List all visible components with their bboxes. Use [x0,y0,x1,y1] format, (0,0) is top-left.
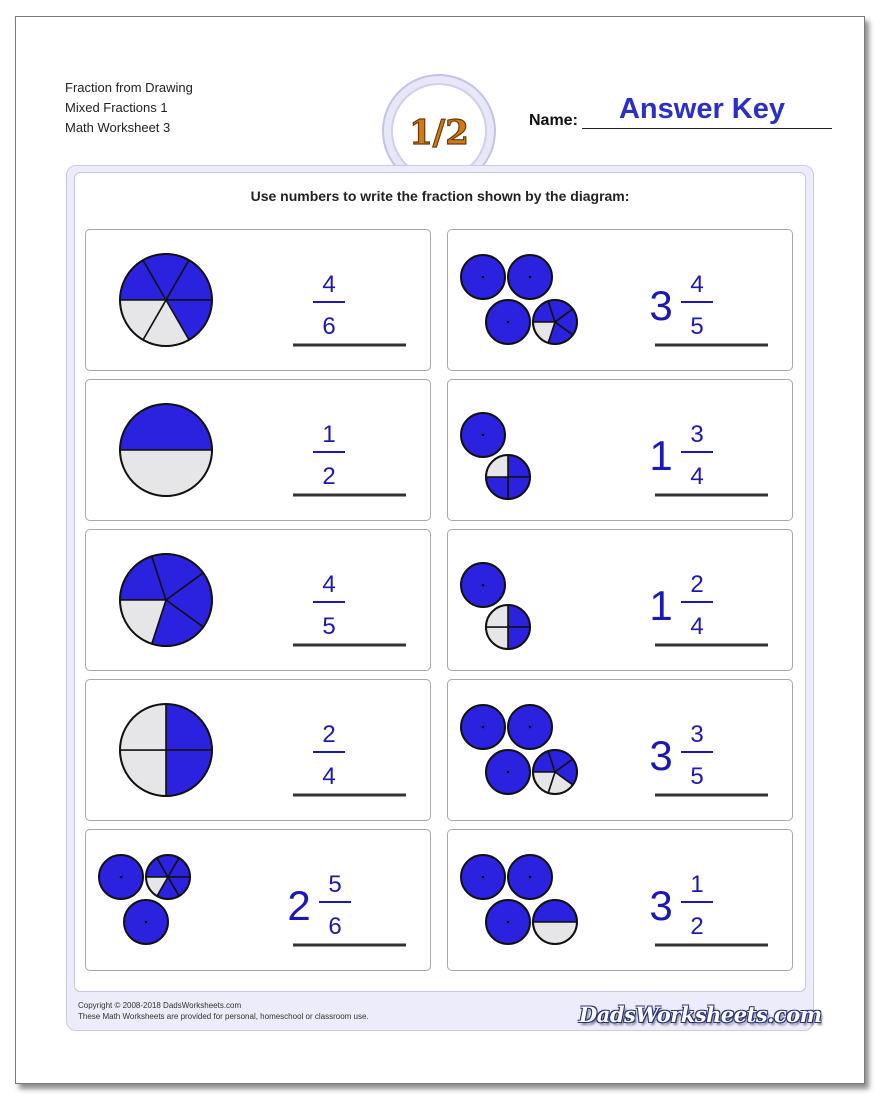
problem-diagram [448,380,792,520]
circle-center-dot [482,584,485,587]
answer-denominator: 6 [328,913,342,940]
problem-diagram [448,830,792,970]
fraction-circle [486,455,530,499]
answer-denominator: 5 [322,613,336,640]
answer-whole-number: 1 [649,582,673,629]
problem-cell [85,679,431,821]
worksheet-meta [65,78,193,138]
answer-denominator: 2 [322,463,336,490]
circle-center-dot [482,434,485,437]
circle-center-dot [507,771,510,774]
meta-title: Fraction from Drawing [65,80,193,95]
unshaded-slice [533,922,577,944]
answer-denominator: 5 [690,313,704,340]
problem-cell [447,529,793,671]
problem-frame [66,165,822,1031]
problem-diagram [448,530,792,670]
shaded-slice [120,404,212,450]
problem-cell [85,379,431,521]
fraction-circle [120,704,212,796]
problem-diagram [86,230,430,370]
circle-center-dot [482,276,485,279]
answer-whole-number: 2 [287,882,311,929]
answer-numerator: 3 [690,721,704,748]
circle-center-dot [145,921,148,924]
brand-logo: DadsWorksheets.com [579,1002,822,1027]
answer-whole-number: 3 [649,282,673,329]
answer-numerator: 4 [690,271,704,298]
answer-whole-number: 3 [649,882,673,929]
problem-diagram [86,830,430,970]
problem-cell [447,229,793,371]
problem-diagram [86,680,430,820]
usage-notice: These Math Worksheets are provided for personal, homeschool or classroom use. [78,1012,369,1021]
answer-numerator: 2 [690,571,704,598]
answer-denominator: 4 [690,613,704,640]
fraction-circle [533,750,577,794]
problem-diagram [86,530,430,670]
shaded-slice [533,900,577,922]
circle-center-dot [529,726,532,729]
instruction-text: Use numbers to write the fraction shown by the diagram: [250,188,630,204]
fraction-circle [146,855,190,899]
answer-key-text: Answer Key [618,93,785,125]
answer-numerator: 1 [322,421,336,448]
answer-whole-number: 3 [649,732,673,779]
copyright-text: Copyright © 2008-2018 DadsWorksheets.com [78,1001,242,1010]
footer-copyright [78,1000,369,1022]
fraction-circle [486,605,530,649]
problem-cell [447,679,793,821]
meta-subtitle: Mixed Fractions 1 [65,100,168,115]
answer-denominator: 2 [690,913,704,940]
fraction-circle [120,404,212,496]
answer-denominator: 4 [690,463,704,490]
problem-cell [85,829,431,971]
problem-diagram [448,230,792,370]
circle-center-dot [529,276,532,279]
problem-diagram [86,380,430,520]
circle-center-dot [507,921,510,924]
logo-glyph: 1/2 [409,113,469,153]
circle-center-dot [482,876,485,879]
problem-diagram [448,680,792,820]
name-label: Name: [529,112,578,129]
fraction-circle [120,254,212,346]
unshaded-slice [120,450,212,496]
problem-cell [447,829,793,971]
answer-denominator: 4 [322,763,336,790]
answer-denominator: 6 [322,313,336,340]
answer-numerator: 2 [322,721,336,748]
fraction-circle [533,900,577,944]
circle-center-dot [482,726,485,729]
answer-numerator: 4 [322,571,336,598]
fraction-circle [533,300,577,344]
circle-center-dot [120,876,123,879]
problem-cell [447,379,793,521]
meta-worksheet-number: Math Worksheet 3 [65,120,171,135]
answer-numerator: 3 [690,421,704,448]
circle-center-dot [529,876,532,879]
problem-cell [85,529,431,671]
worksheet-page [15,16,865,1084]
answer-numerator: 1 [690,871,704,898]
answer-numerator: 4 [322,271,336,298]
circle-center-dot [507,321,510,324]
problem-cell [85,229,431,371]
answer-denominator: 5 [690,763,704,790]
fraction-circle [120,554,212,646]
answer-numerator: 5 [328,871,342,898]
answer-whole-number: 1 [649,432,673,479]
name-line [582,128,832,129]
